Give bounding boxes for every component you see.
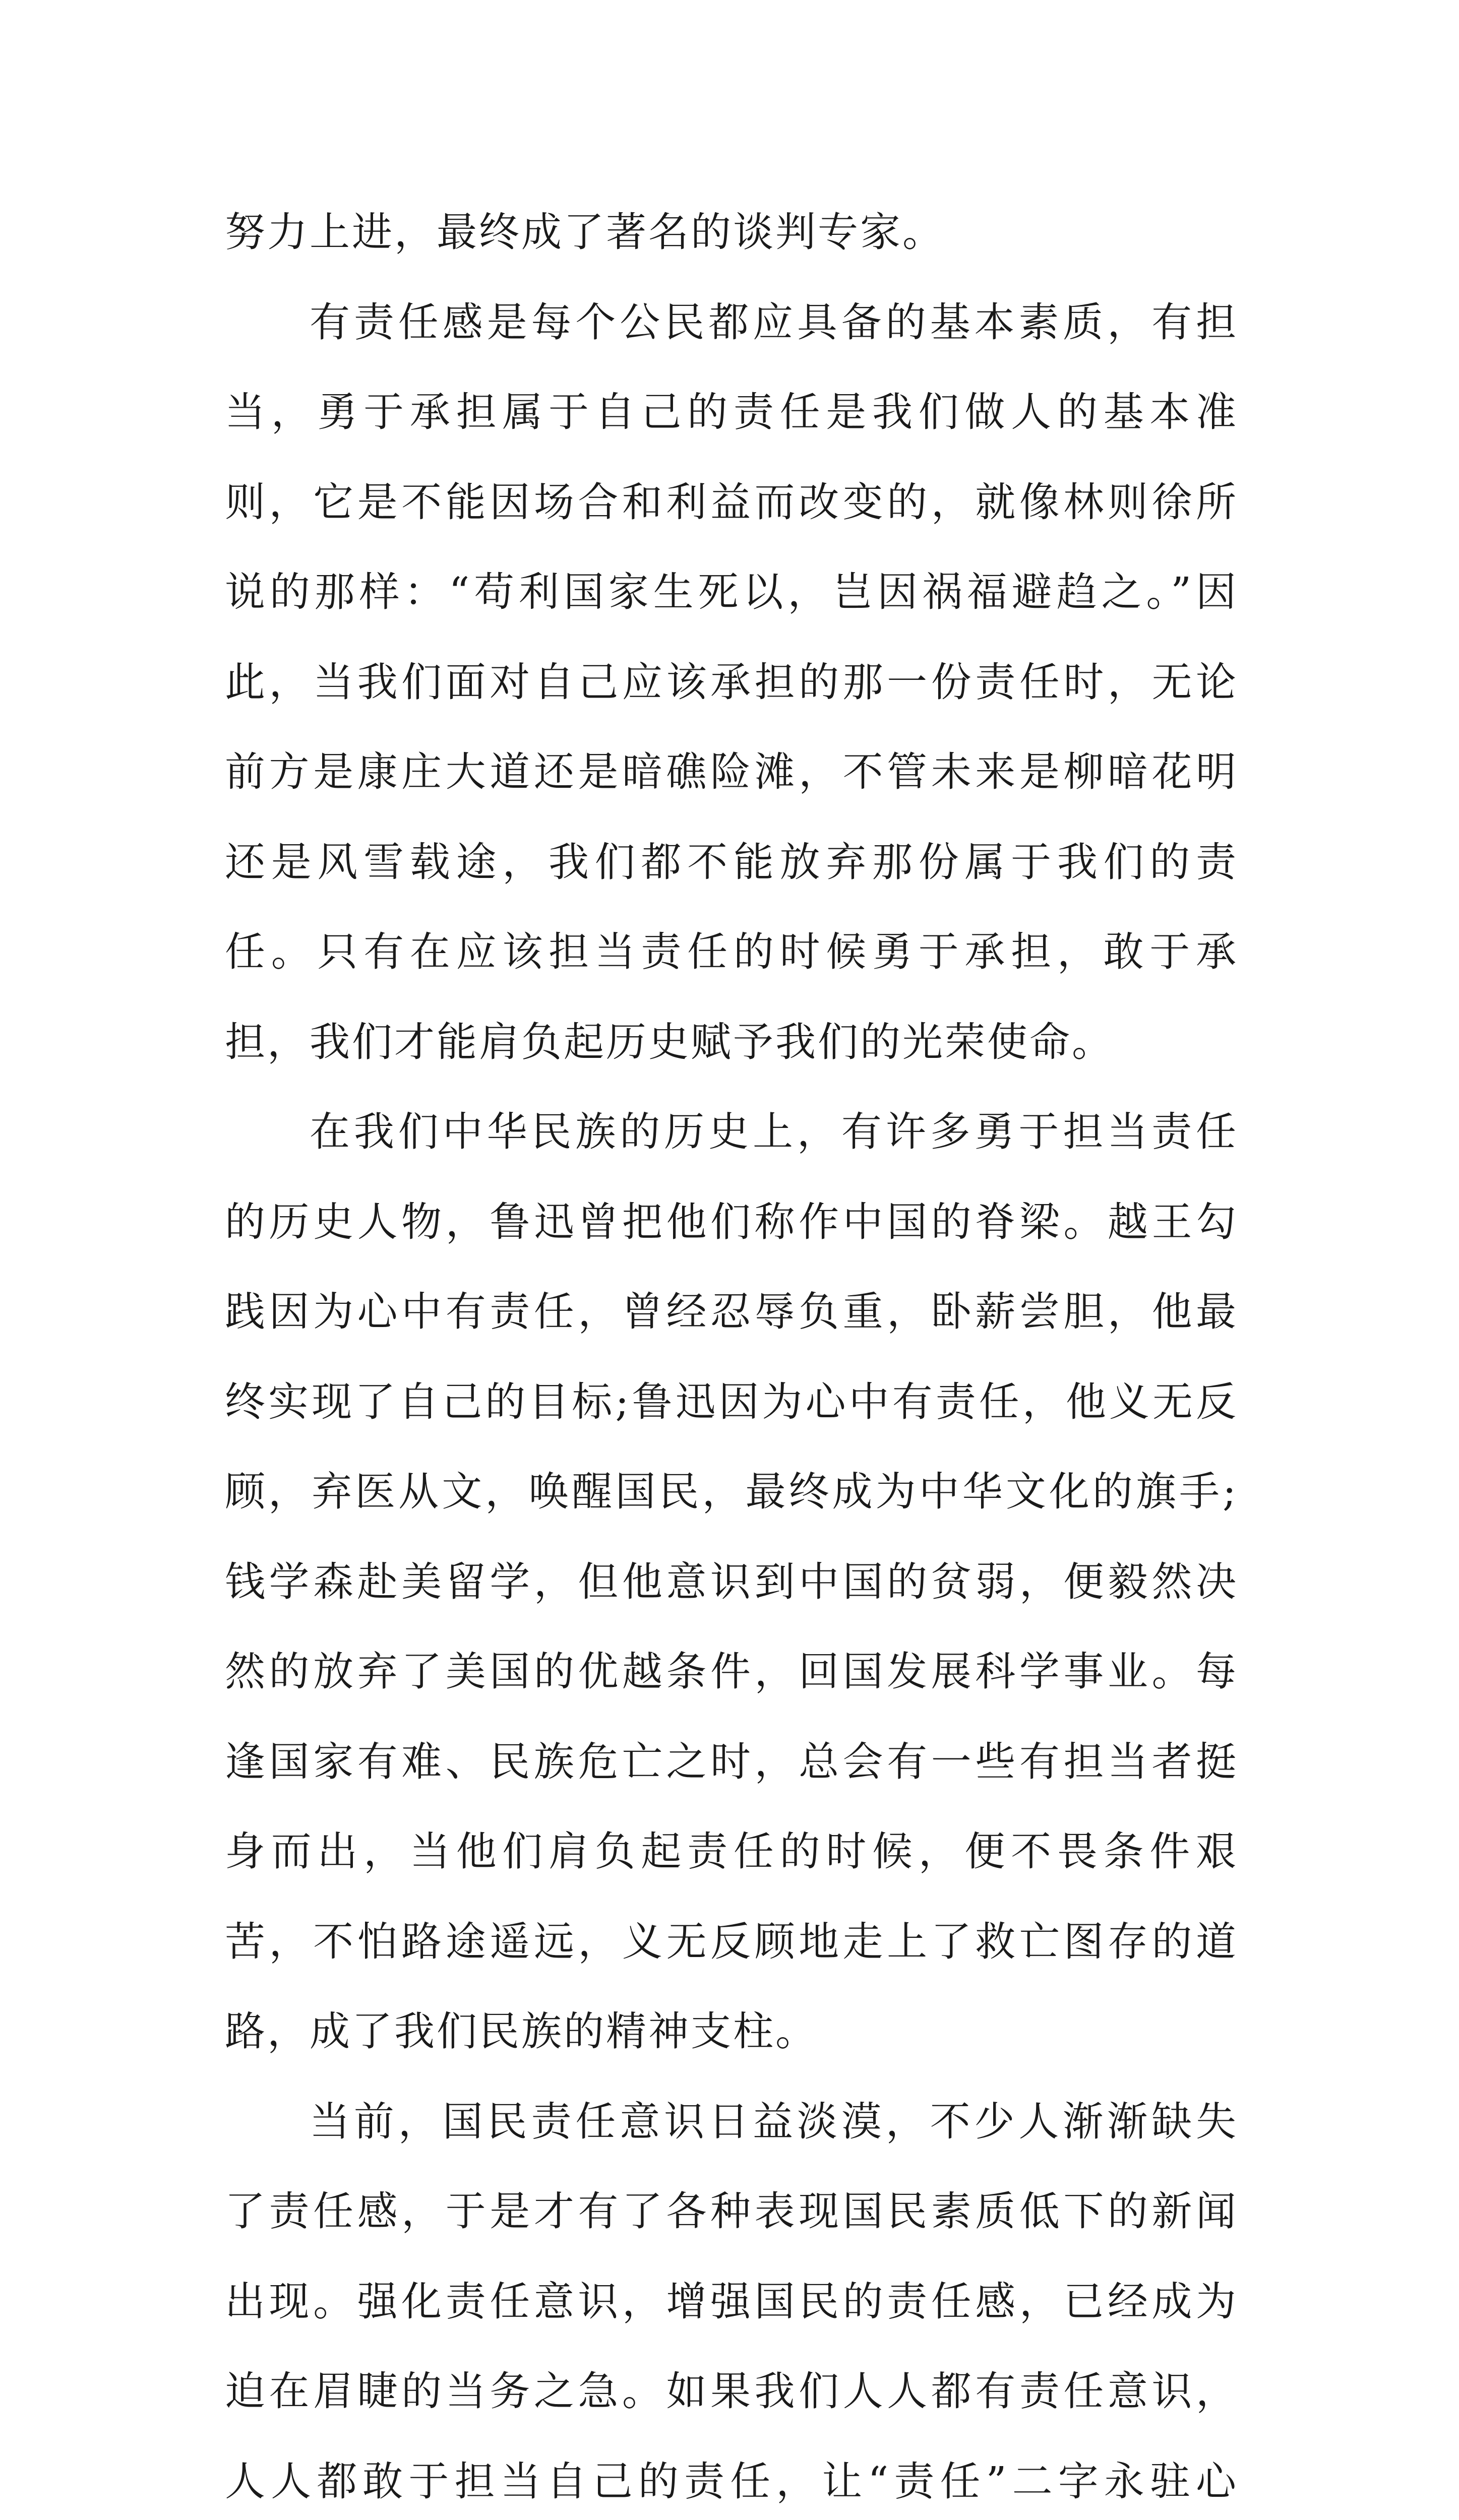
paragraph-4: 当前，国民责任意识日益淡漠，不少人渐渐缺失了责任感，于是才有了各种表现国民素质低下的新闻出现。强化责任意识，增强国民的责任感，已经成为迫在眉睫的当务之急。如果我们人人都有责任意识，人人都敢于担当自己的责任，让“责任”二字永驻心	[225, 2077, 1238, 2520]
paragraph-1: 努力上进，最终成了著名的谈判专家。	[225, 187, 1238, 278]
paragraph-2: 有责任感是每个公民都应具备的基本素质，有担当，勇于承担属于自己的责任是我们做人的基本准则，它是不能因场合和利益而改变的，就像林则徐所说的那样：“苟利国家生死以，岂因祸福避趋之。”因此，当我们面对自己应该承担的那一份责任时，无论前方是康庄大道还是暗礁险滩，不管未来是柳暗花明还是风雪载途，我们都不能放弃那份属于我们的责任。只有在应该担当责任的时候勇于承担，敢于承担，我们才能肩负起历史赋予我们的光荣使命。	[225, 278, 1238, 1088]
paragraph-3: 在我们中华民族的历史上，有许多勇于担当责任的历史人物，鲁迅曾把他们称作中国的脊梁。越王勾践因为心中有责任，曾经忍辱负重，卧薪尝胆，他最终实现了自己的目标;鲁迅因为心中有责任，他义无反顾，弃医从文，唤醒国民，最终成为中华文化的旗手;钱学森赴美留学，但他意识到中国的贫弱，便毅然决然的放弃了美国的优越条件，回国发展科学事业。每逢国家有难、民族危亡之时，总会有一些有担当者挺身而出，当他们肩负起责任的时候，便不畏条件艰苦，不怕路途遥远，义无反顾地走上了救亡图存的道路，成了我们民族的精神支柱。	[225, 1087, 1238, 2077]
body-text	[225, 187, 1238, 2520]
